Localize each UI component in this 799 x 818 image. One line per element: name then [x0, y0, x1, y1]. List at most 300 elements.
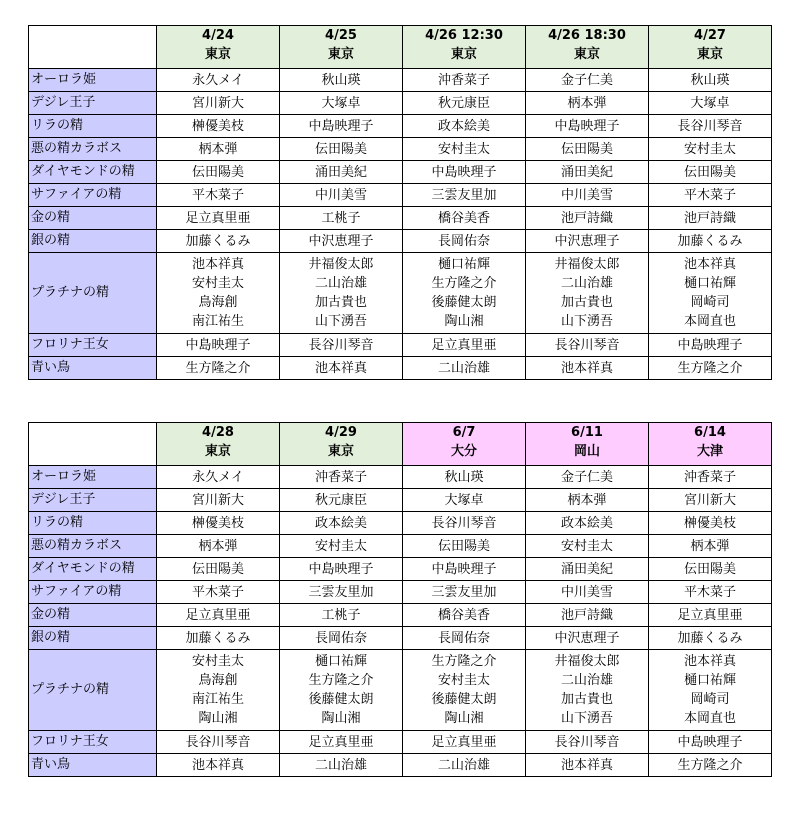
dancer-name: 池本祥真	[191, 257, 244, 272]
cast-cell	[649, 161, 772, 184]
dancer-name: 池本祥真	[683, 257, 736, 272]
role-row	[29, 581, 772, 604]
role-row	[29, 161, 772, 184]
performance-header	[649, 423, 772, 466]
cast-table-body	[29, 423, 772, 777]
cast-cell	[649, 115, 772, 138]
dancer-name: 伝田陽美	[683, 164, 736, 180]
cast-cell	[280, 334, 403, 357]
dancer-name: 二山治雄	[314, 757, 367, 773]
cast-cell	[649, 69, 772, 92]
cast-cell	[280, 253, 403, 334]
dancer-name: 長谷川琴音	[308, 337, 374, 353]
cast-cell	[649, 207, 772, 230]
cast-cell	[649, 334, 772, 357]
role-name: プラチナの精	[29, 650, 157, 731]
dancer-name: 後藤健太朗	[431, 692, 497, 707]
dancer-name: 生方隆之介	[431, 654, 497, 669]
dancer-name: 井福俊太郎	[554, 654, 620, 669]
dancer-name: 足立真里亜	[677, 607, 743, 623]
performance-header	[649, 26, 772, 69]
cast-cell	[526, 207, 649, 230]
role-row	[29, 207, 772, 230]
dancer-name: 南江祐生	[191, 692, 244, 707]
cast-cell	[649, 512, 772, 535]
cast-cell	[526, 535, 649, 558]
dancer-name: 橋谷美香	[437, 607, 490, 623]
role-name: 銀の精	[29, 230, 157, 253]
cast-cell	[526, 754, 649, 777]
dancer-name: 中川美雪	[560, 187, 613, 203]
dancer-name: 南江祐生	[191, 314, 244, 329]
dancer-name: 中島映理子	[431, 164, 497, 180]
dancer-name: 伝田陽美	[560, 141, 613, 157]
dancer-name: 永久メイ	[192, 72, 244, 88]
dancer-name: 安村圭太	[314, 538, 367, 554]
cast-cell	[403, 627, 526, 650]
role-row	[29, 512, 772, 535]
dancer-name: 伝田陽美	[437, 538, 490, 554]
dancer-name: 池本祥真	[560, 360, 613, 376]
performance-city: 岡山	[573, 444, 600, 459]
performance-city: 東京	[573, 47, 600, 62]
cast-cell	[280, 138, 403, 161]
role-row	[29, 731, 772, 754]
cast-cell	[280, 230, 403, 253]
dancer-name: 金子仁美	[560, 72, 613, 88]
dancer-name: 足立真里亜	[431, 337, 497, 353]
dancer-name: 宮川新大	[191, 492, 244, 508]
dancer-name: 中島映理子	[308, 561, 374, 577]
cast-cell	[403, 253, 526, 334]
dancer-name: 柄本弾	[198, 141, 238, 157]
performance-header	[280, 26, 403, 69]
performance-city: 東京	[450, 47, 477, 62]
cast-cell	[403, 650, 526, 731]
performance-date: 6/14	[694, 425, 726, 440]
cast-cell	[403, 581, 526, 604]
cast-cell	[403, 731, 526, 754]
cast-cell	[403, 558, 526, 581]
dancer-name: 秋元康臣	[437, 95, 490, 111]
cast-cell	[403, 115, 526, 138]
dancer-name: 岡崎司	[690, 692, 730, 707]
dancer-name: 沖香菜子	[683, 469, 736, 485]
role-name: オーロラ姫	[29, 69, 157, 92]
dancer-name: 樋口祐輝	[683, 276, 736, 291]
dancer-name: 二山治雄	[437, 757, 490, 773]
cast-cell	[280, 92, 403, 115]
dancer-name: 大塚卓	[690, 95, 730, 111]
cast-cell	[526, 466, 649, 489]
cast-table-body	[29, 26, 772, 380]
cast-cell	[157, 731, 280, 754]
dancer-name: 陶山湘	[321, 711, 361, 726]
dancer-name: 樋口祐輝	[683, 673, 736, 688]
cast-cell	[403, 334, 526, 357]
cast-cell	[280, 558, 403, 581]
cast-cell	[157, 138, 280, 161]
cast-cell	[157, 92, 280, 115]
dancer-name: 秋山瑛	[321, 72, 361, 88]
dancer-name: 生方隆之介	[677, 360, 743, 376]
dancer-name: 二山治雄	[437, 360, 490, 376]
dancer-name: 加藤くるみ	[677, 630, 743, 646]
performance-date: 4/24	[202, 28, 234, 43]
cast-cell	[157, 184, 280, 207]
cast-cell	[649, 253, 772, 334]
dancer-name: 柄本弾	[567, 492, 607, 508]
cast-cell	[403, 754, 526, 777]
role-name: サファイアの精	[29, 581, 157, 604]
dancer-name: 安村圭太	[191, 276, 244, 291]
performance-date: 4/25	[325, 28, 357, 43]
dancer-name: 池本祥真	[683, 654, 736, 669]
dancer-name: 生方隆之介	[185, 360, 251, 376]
dancer-name: 伝田陽美	[191, 164, 244, 180]
dancer-name: 二山治雄	[560, 276, 613, 291]
role-name: プラチナの精	[29, 253, 157, 334]
dancer-name: 加藤くるみ	[185, 630, 251, 646]
performance-header	[403, 26, 526, 69]
role-name: 青い鳥	[29, 357, 157, 380]
dancer-name: 柄本弾	[690, 538, 730, 554]
dancer-name: 井福俊太郎	[554, 257, 620, 272]
dancer-name: 足立真里亜	[431, 734, 497, 750]
performance-header	[157, 26, 280, 69]
dancer-name: 樋口祐輝	[314, 654, 367, 669]
cast-cell	[280, 207, 403, 230]
cast-cell	[157, 115, 280, 138]
dancer-name: 沖香菜子	[437, 72, 490, 88]
dancer-name: 平木菜子	[191, 584, 244, 600]
cast-cell	[403, 230, 526, 253]
corner-cell	[29, 26, 157, 69]
corner-cell	[29, 423, 157, 466]
cast-cell	[157, 535, 280, 558]
cast-cell	[649, 92, 772, 115]
cast-cell	[649, 535, 772, 558]
cast-cell	[157, 604, 280, 627]
cast-cell	[280, 650, 403, 731]
dancer-name: 生方隆之介	[677, 757, 743, 773]
cast-cell	[526, 115, 649, 138]
header-row	[29, 423, 772, 466]
dancer-name: 二山治雄	[560, 673, 613, 688]
dancer-name: 平木菜子	[683, 187, 736, 203]
performance-date: 4/27	[694, 28, 726, 43]
dancer-name: 加藤くるみ	[677, 233, 743, 249]
dancer-name: 三雲友里加	[308, 584, 374, 600]
dancer-name: 工桃子	[321, 607, 361, 623]
role-row	[29, 489, 772, 512]
cast-cell	[280, 161, 403, 184]
cast-cell	[280, 512, 403, 535]
cast-cell	[157, 489, 280, 512]
cast-table-2	[28, 422, 772, 777]
role-name: ダイヤモンドの精	[29, 161, 157, 184]
dancer-name: 加藤くるみ	[185, 233, 251, 249]
dancer-name: 岡崎司	[690, 295, 730, 310]
dancer-name: 中島映理子	[185, 337, 251, 353]
cast-cell	[403, 138, 526, 161]
cast-cell	[280, 184, 403, 207]
cast-cell	[649, 489, 772, 512]
role-name: ダイヤモンドの精	[29, 558, 157, 581]
dancer-name: 涌田美紀	[314, 164, 367, 180]
dancer-name: 陶山湘	[198, 711, 238, 726]
performance-city: 東京	[696, 47, 723, 62]
dancer-name: 伝田陽美	[314, 141, 367, 157]
cast-cell	[526, 604, 649, 627]
cast-cell	[280, 489, 403, 512]
dancer-name: 三雲友里加	[431, 187, 497, 203]
performance-city: 大津	[696, 444, 723, 459]
cast-cell	[280, 69, 403, 92]
dancer-name: 安村圭太	[437, 141, 490, 157]
performance-header	[280, 423, 403, 466]
role-row	[29, 138, 772, 161]
performance-header	[526, 26, 649, 69]
cast-cell	[280, 535, 403, 558]
role-name: リラの精	[29, 115, 157, 138]
cast-cell	[157, 253, 280, 334]
cast-cell	[157, 754, 280, 777]
dancer-name: 後藤健太朗	[431, 295, 497, 310]
dancer-name: 長岡佑奈	[314, 630, 367, 646]
cast-cell	[157, 161, 280, 184]
dancer-name: 池本祥真	[191, 757, 244, 773]
cast-cell	[157, 512, 280, 535]
dancer-name: 長谷川琴音	[554, 337, 620, 353]
dancer-name: 加古貴也	[560, 692, 613, 707]
role-row	[29, 115, 772, 138]
dancer-name: 陶山湘	[444, 711, 484, 726]
role-name: 青い鳥	[29, 754, 157, 777]
cast-cell	[280, 115, 403, 138]
dancer-name: 榊優美枝	[683, 515, 736, 531]
dancer-name: 中川美雪	[314, 187, 367, 203]
cast-cell	[403, 466, 526, 489]
role-row	[29, 357, 772, 380]
role-row	[29, 466, 772, 489]
role-name: フロリナ王女	[29, 334, 157, 357]
dancer-name: 長岡佑奈	[437, 630, 490, 646]
performance-city: 大分	[450, 444, 477, 459]
performance-header	[157, 423, 280, 466]
cast-cell	[526, 558, 649, 581]
cast-cell	[403, 92, 526, 115]
role-row	[29, 69, 772, 92]
cast-cell	[649, 581, 772, 604]
dancer-name: 山下湧吾	[560, 711, 613, 726]
cast-cell	[649, 466, 772, 489]
dancer-name: 平木菜子	[683, 584, 736, 600]
dancer-name: 鳥海創	[198, 295, 238, 310]
dancer-name: 長谷川琴音	[185, 734, 251, 750]
cast-cell	[157, 650, 280, 731]
dancer-name: 安村圭太	[560, 538, 613, 554]
dancer-name: 安村圭太	[191, 654, 244, 669]
dancer-name: 中沢恵理子	[554, 630, 620, 646]
role-row	[29, 558, 772, 581]
dancer-name: 本岡直也	[683, 711, 736, 726]
role-row	[29, 334, 772, 357]
cast-cell	[526, 357, 649, 380]
dancer-name: 加古貴也	[314, 295, 367, 310]
performance-city: 東京	[204, 47, 231, 62]
cast-cell	[526, 230, 649, 253]
dancer-name: 二山治雄	[314, 276, 367, 291]
role-row	[29, 604, 772, 627]
cast-cell	[526, 489, 649, 512]
dancer-name: 柄本弾	[567, 95, 607, 111]
cast-cell	[157, 230, 280, 253]
dancer-name: 秋元康臣	[314, 492, 367, 508]
cast-cell	[403, 535, 526, 558]
dancer-name: 山下湧吾	[560, 314, 613, 329]
dancer-name: 池戸詩織	[560, 210, 613, 226]
role-name: サファイアの精	[29, 184, 157, 207]
dancer-name: 生方隆之介	[431, 276, 497, 291]
performance-header	[403, 423, 526, 466]
role-name: 金の精	[29, 207, 157, 230]
dancer-name: 足立真里亜	[185, 210, 251, 226]
dancer-name: 金子仁美	[560, 469, 613, 485]
dancer-name: 池戸詩織	[560, 607, 613, 623]
cast-cell	[157, 581, 280, 604]
role-name: 悪の精カラボス	[29, 138, 157, 161]
cast-cell	[403, 161, 526, 184]
cast-cell	[649, 184, 772, 207]
dancer-name: 中沢恵理子	[554, 233, 620, 249]
role-name: デジレ王子	[29, 489, 157, 512]
cast-cell	[649, 754, 772, 777]
dancer-name: 後藤健太朗	[308, 692, 374, 707]
dancer-name: 池戸詩織	[683, 210, 736, 226]
dancer-name: 涌田美紀	[560, 164, 613, 180]
dancer-name: 永久メイ	[192, 469, 244, 485]
cast-cell	[526, 161, 649, 184]
performance-date: 6/11	[571, 425, 603, 440]
cast-cell	[526, 184, 649, 207]
role-row	[29, 650, 772, 731]
dancer-name: 足立真里亜	[185, 607, 251, 623]
performance-city: 東京	[204, 444, 231, 459]
dancer-name: 山下湧吾	[314, 314, 367, 329]
cast-cell	[157, 558, 280, 581]
cast-cell	[649, 627, 772, 650]
dancer-name: 井福俊太郎	[308, 257, 374, 272]
cast-cell	[649, 230, 772, 253]
dancer-name: 政本絵美	[560, 515, 613, 531]
dancer-name: 安村圭太	[437, 673, 490, 688]
dancer-name: 本岡直也	[683, 314, 736, 329]
dancer-name: 政本絵美	[314, 515, 367, 531]
cast-cell	[649, 558, 772, 581]
role-row	[29, 754, 772, 777]
dancer-name: 長谷川琴音	[554, 734, 620, 750]
header-row	[29, 26, 772, 69]
cast-cell	[649, 604, 772, 627]
performance-date: 4/26 12:30	[425, 28, 503, 43]
dancer-name: 池本祥真	[314, 360, 367, 376]
dancer-name: 三雲友里加	[431, 584, 497, 600]
cast-cell	[649, 357, 772, 380]
performance-date: 4/29	[325, 425, 357, 440]
cast-cell	[403, 207, 526, 230]
dancer-name: 長谷川琴音	[677, 118, 743, 134]
cast-cell	[280, 731, 403, 754]
cast-cell	[157, 357, 280, 380]
cast-cell	[280, 581, 403, 604]
cast-cell	[403, 69, 526, 92]
dancer-name: 柄本弾	[198, 538, 238, 554]
cast-cell	[526, 650, 649, 731]
role-name: デジレ王子	[29, 92, 157, 115]
cast-cell	[649, 731, 772, 754]
cast-cell	[157, 466, 280, 489]
cast-cell	[649, 138, 772, 161]
role-name: 金の精	[29, 604, 157, 627]
cast-cell	[526, 512, 649, 535]
dancer-name: 樋口祐輝	[437, 257, 490, 272]
dancer-name: 沖香菜子	[314, 469, 367, 485]
dancer-name: 工桃子	[321, 210, 361, 226]
role-row	[29, 230, 772, 253]
cast-cell	[403, 357, 526, 380]
role-name: リラの精	[29, 512, 157, 535]
cast-cell	[280, 604, 403, 627]
role-row	[29, 92, 772, 115]
dancer-name: 池本祥真	[560, 757, 613, 773]
cast-cell	[157, 207, 280, 230]
cast-cell	[526, 253, 649, 334]
dancer-name: 涌田美紀	[560, 561, 613, 577]
role-row	[29, 535, 772, 558]
dancer-name: 橋谷美香	[437, 210, 490, 226]
dancer-name: 中島映理子	[308, 118, 374, 134]
performance-header	[526, 423, 649, 466]
cast-cell	[280, 466, 403, 489]
dancer-name: 陶山湘	[444, 314, 484, 329]
cast-cell	[403, 512, 526, 535]
cast-cell	[403, 604, 526, 627]
role-row	[29, 627, 772, 650]
role-row	[29, 253, 772, 334]
cast-cell	[526, 334, 649, 357]
cast-cell	[403, 184, 526, 207]
cast-cell	[280, 627, 403, 650]
role-name: フロリナ王女	[29, 731, 157, 754]
dancer-name: 中島映理子	[677, 337, 743, 353]
performance-date: 4/28	[202, 425, 234, 440]
dancer-name: 中川美雪	[560, 584, 613, 600]
performance-date: 4/26 18:30	[548, 28, 626, 43]
dancer-name: 宮川新大	[683, 492, 736, 508]
cast-cell	[157, 69, 280, 92]
dancer-name: 鳥海創	[198, 673, 238, 688]
dancer-name: 中島映理子	[554, 118, 620, 134]
dancer-name: 伝田陽美	[683, 561, 736, 577]
dancer-name: 榊優美枝	[191, 118, 244, 134]
cast-cell	[526, 731, 649, 754]
role-row	[29, 184, 772, 207]
dancer-name: 大塚卓	[444, 492, 484, 508]
role-name: 悪の精カラボス	[29, 535, 157, 558]
cast-cell	[280, 754, 403, 777]
cast-cell	[526, 69, 649, 92]
